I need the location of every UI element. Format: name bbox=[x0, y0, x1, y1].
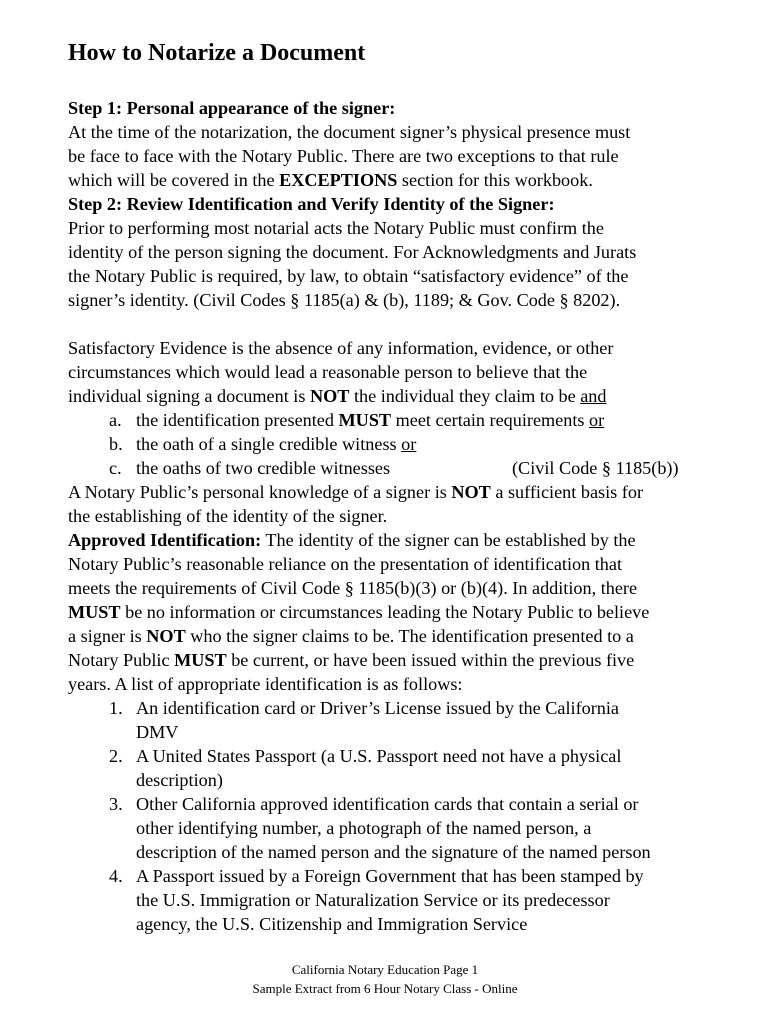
knowledge-text-line: the establishing of the identity of the signer. bbox=[68, 506, 388, 526]
step2-text-line: Prior to performing most notarial acts the Notary Public must confirm the bbox=[68, 218, 604, 238]
id-list-item-continuation: the U.S. Immigration or Naturalization Service or its predecessor bbox=[136, 890, 610, 910]
approved-text-line: MUST be no information or circumstances leading the Notary Public to believe bbox=[68, 602, 650, 622]
step1-text-line: At the time of the notarization, the document signer’s physical presence must bbox=[68, 122, 631, 142]
footer-source-label: Sample Extract from 6 Hour Notary Class - Online bbox=[252, 981, 518, 996]
evidence-list-item: c. the oaths of two credible witnesses (Civil Code § 1185(b)) bbox=[109, 458, 679, 478]
id-list-item-continuation: description) bbox=[136, 770, 223, 790]
step2-heading: Step 2: Review Identification and Verify Identity of the Signer: bbox=[68, 194, 555, 214]
satisfactory-text-line: circumstances which would lead a reasonable person to believe that the bbox=[68, 362, 588, 382]
id-list-item-continuation: DMV bbox=[136, 722, 179, 742]
list-marker: c. bbox=[109, 458, 122, 478]
id-list-item: 1. An identification card or Driver’s License issued by the California bbox=[109, 698, 619, 718]
step1-heading: Step 1: Personal appearance of the signer: bbox=[68, 98, 396, 118]
approved-text-line: Notary Public MUST be current, or have been issued within the previous five bbox=[68, 650, 635, 670]
approved-text-line: meets the requirements of Civil Code § 1185(b)(3) or (b)(4). In addition, there bbox=[68, 578, 638, 598]
evidence-list-item: a. the identification presented MUST meet certain requirements or bbox=[109, 410, 605, 430]
satisfactory-text-line: individual signing a document is NOT the individual they claim to be and bbox=[68, 386, 607, 406]
evidence-list-item: b. the oath of a single credible witness or bbox=[109, 434, 417, 454]
id-list-item: 3. Other California approved identification cards that contain a serial or bbox=[109, 794, 639, 814]
id-list-item-continuation: description of the named person and the signature of the named person bbox=[136, 842, 651, 862]
exceptions-emphasis: EXCEPTIONS bbox=[279, 170, 398, 190]
approved-text-line: years. A list of appropriate identification is as follows: bbox=[68, 674, 463, 694]
approved-identification-heading: Approved Identification: bbox=[68, 530, 262, 550]
approved-identification-line: Approved Identification: The identity of the signer can be established by the bbox=[68, 530, 636, 550]
step2-text-line: signer’s identity. (Civil Codes § 1185(a) & (b), 1189; & Gov. Code § 8202). bbox=[68, 290, 621, 310]
list-marker: 4. bbox=[109, 866, 123, 886]
page-footer bbox=[0, 960, 770, 998]
list-marker: 1. bbox=[109, 698, 123, 718]
list-marker: 2. bbox=[109, 746, 123, 766]
id-list-item: 4. A Passport issued by a Foreign Government that has been stamped by bbox=[109, 866, 644, 886]
page-title: How to Notarize a Document bbox=[68, 40, 366, 66]
step1-text-line: which will be covered in the EXCEPTIONS section for this workbook. bbox=[68, 170, 593, 190]
approved-text-line: a signer is NOT who the signer claims to be. The identification presented to a bbox=[68, 626, 634, 646]
approved-text-line: Notary Public’s reasonable reliance on the presentation of identification that bbox=[68, 554, 623, 574]
list-marker: a. bbox=[109, 410, 122, 430]
footer-page-label: California Notary Education Page 1 bbox=[291, 962, 479, 977]
step2-text-line: identity of the person signing the document. For Acknowledgments and Jurats bbox=[68, 242, 637, 262]
id-list-item-continuation: agency, the U.S. Citizenship and Immigration Service bbox=[136, 914, 528, 934]
id-list-item: 2. A United States Passport (a U.S. Passport need not have a physical bbox=[109, 746, 622, 766]
list-marker: 3. bbox=[109, 794, 123, 814]
satisfactory-text-line: Satisfactory Evidence is the absence of any information, evidence, or other bbox=[68, 338, 614, 358]
paragraph-spacer bbox=[68, 312, 718, 336]
step2-text-line: the Notary Public is required, by law, to obtain “satisfactory evidence” of the bbox=[68, 266, 629, 286]
id-list-item-continuation: other identifying number, a photograph of the named person, a bbox=[136, 818, 592, 838]
civil-code-citation: (Civil Code § 1185(b)) bbox=[512, 458, 679, 478]
list-marker: b. bbox=[109, 434, 123, 454]
step1-text-line: be face to face with the Notary Public. There are two exceptions to that rule bbox=[68, 146, 619, 166]
document-body bbox=[68, 96, 718, 936]
knowledge-text-line: A Notary Public’s personal knowledge of a signer is NOT a sufficient basis for bbox=[68, 482, 644, 502]
